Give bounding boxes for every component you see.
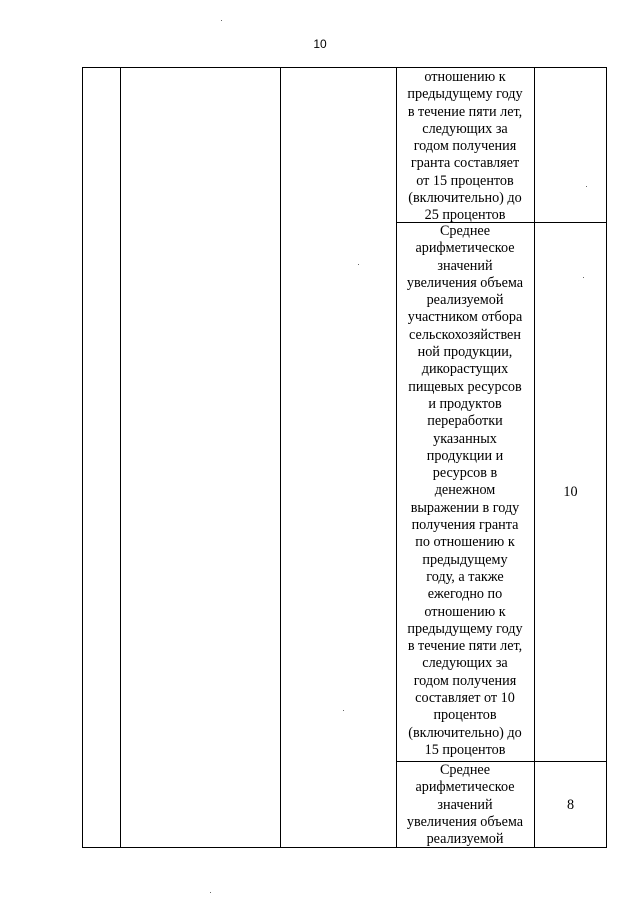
scan-speck [358,264,359,265]
scan-speck [583,277,584,278]
criterion-line: предыдущему году [407,620,523,637]
criterion-line: и продуктов [428,395,502,412]
criteria-table [82,67,607,848]
criterion-line: сельскохозяйствен [409,326,521,343]
criterion-line: участником отбора [407,309,523,326]
criterion-line: гранта составляет [410,155,520,172]
criterion-line: арифметическое [415,779,515,796]
criterion-line: (включительно) до [408,190,522,207]
criterion-line: следующих за [422,655,508,672]
column-divider [280,67,281,848]
criterion-line: увеличения объема [406,813,524,830]
criterion-line: 15 процентов [424,741,506,758]
column-divider [534,67,535,848]
criterion-line: значений [437,796,493,813]
criterion-line: пищевых ресурсов [408,378,522,395]
criterion-line: по отношению к [415,534,515,551]
criterion-line: ежегодно по [427,586,503,603]
column-divider [120,67,121,848]
criterion-line: арифметическое [415,240,515,257]
table-border-top [82,67,607,68]
criterion-line: отношению к [424,603,506,620]
criterion-line: реализуемой [426,292,504,309]
criterion-line: ресурсов в [432,465,498,482]
criterion-line: выражении в году [410,499,520,516]
criterion-line: увеличения объема [406,274,524,291]
criterion-line: ной продукции, [417,344,513,361]
criterion-line: продукции и [426,447,504,464]
criterion-line: денежном [434,482,496,499]
criterion-line: годом получения [413,672,517,689]
criterion-line: переработки [427,413,503,430]
score-cell: 10 [563,484,578,500]
scan-speck [210,892,211,893]
scan-speck [586,186,587,187]
criterion-line: (включительно) до [408,724,522,741]
criterion-line: составляет от 10 [415,690,515,707]
criterion-line: следующих за [422,120,508,137]
criterion-line: Среднее [439,762,491,778]
criterion-line: Среднее [439,223,491,239]
criterion-cell [396,69,534,225]
criterion-line: реализуемой [426,831,504,848]
criterion-line: отношению к [424,69,506,85]
page-number: 10 [313,37,327,51]
criterion-line: получения гранта [411,517,519,534]
scan-speck [221,20,222,21]
criterion-line: предыдущему [422,551,508,568]
criterion-line: в течение пяти лет, [407,638,523,655]
criterion-line: 25 процентов [424,207,506,224]
criterion-line: годом получения [413,138,517,155]
criterion-line: от 15 процентов [416,172,514,189]
table-border-right [606,67,607,848]
score-cell: 8 [566,797,575,813]
criterion-line: предыдущему году [407,86,523,103]
criterion-line: значений [437,257,493,274]
table-border-left [82,67,83,848]
criterion-line: процентов [433,707,497,724]
criterion-line: дикорастущих [421,361,509,378]
criterion-cell [396,223,534,759]
criterion-line: году, а также [426,568,504,585]
scan-speck [343,710,344,711]
criterion-line: указанных [433,430,497,447]
criterion-line: в течение пяти лет, [407,103,523,120]
criterion-cell [396,762,534,848]
